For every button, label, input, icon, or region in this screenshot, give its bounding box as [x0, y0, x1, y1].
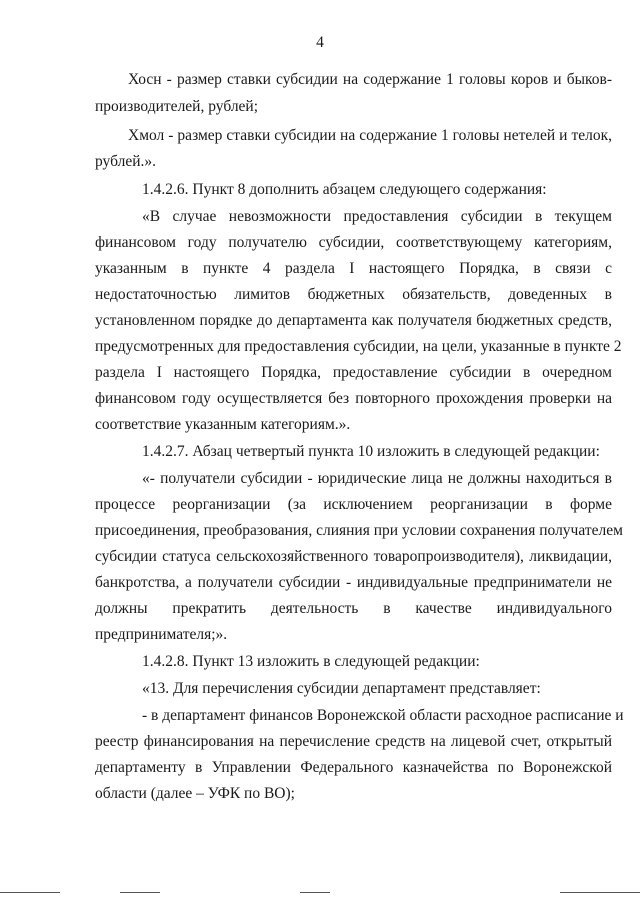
text-line: «В случае невозможности предоставления субсидии в текущем: [142, 208, 612, 225]
text-line: департаменту в Управлении Федерального казначейства по Воронежской: [95, 759, 612, 776]
text-line: соответствие указанным категориям.».: [95, 416, 351, 433]
text-line: предусмотренных для предоставления субсидии, на цели, указанные в пункте 2: [95, 338, 622, 355]
text-line: - в департамент финансов Воронежской области расходное расписание и: [142, 707, 624, 724]
scan-edge-mark: [0, 892, 640, 895]
text-line: Хосн - размер ставки субсидии на содержание 1 головы коров и быков-: [128, 71, 612, 88]
text-line: предпринимателя;».: [95, 626, 228, 643]
text-line: 1.4.2.8. Пункт 13 изложить в следующей редакции:: [142, 653, 480, 670]
text-line: области (далее – УФК по ВО);: [95, 785, 295, 802]
text-line: должны прекратить деятельность в качестве индивидуального: [95, 600, 612, 617]
text-line: субсидии статуса сельскохозяйственного товаропроизводителя), ликвидации,: [95, 548, 612, 565]
text-line: производителей, рублей;: [95, 98, 259, 115]
text-line: «- получатели субсидии - юридические лица не должны находиться в: [142, 470, 612, 487]
text-line: финансовом году осуществляется без повторного прохождения проверки на: [95, 390, 612, 407]
text-line: присоединения, преобразования, слияния при условии сохранения получателем: [95, 522, 623, 539]
text-line: недостаточностью лимитов бюджетных обязательств, доведенных в: [95, 286, 612, 303]
text-line: установленном порядке до департамента как получателя бюджетных средств,: [95, 312, 612, 329]
text-line: раздела I настоящего Порядка, предоставление субсидии в очередном: [95, 364, 612, 381]
page-number: 4: [316, 34, 324, 51]
text-line: финансовом году получателю субсидии, соответствующему категориям,: [95, 234, 612, 251]
text-line: указанным в пункте 4 раздела I настоящего Порядка, в связи с: [95, 260, 612, 277]
text-line: процессе реорганизации (за исключением реорганизации в форме: [95, 496, 612, 513]
text-line: Хмол - размер ставки субсидии на содержание 1 головы нетелей и телок,: [128, 127, 612, 144]
text-line: 1.4.2.6. Пункт 8 дополнить абзацем следующего содержания:: [142, 181, 547, 198]
text-line: «13. Для перечисления субсидии департамент представляет:: [142, 680, 541, 697]
text-line: реестр финансирования на перечисление средств на лицевой счет, открытый: [95, 733, 612, 750]
text-line: рублей.».: [95, 153, 157, 170]
text-line: 1.4.2.7. Абзац четвертый пункта 10 изложить в следующей редакции:: [142, 443, 600, 460]
text-line: банкротства, а получатели субсидии - индивидуальные предприниматели не: [95, 574, 612, 591]
